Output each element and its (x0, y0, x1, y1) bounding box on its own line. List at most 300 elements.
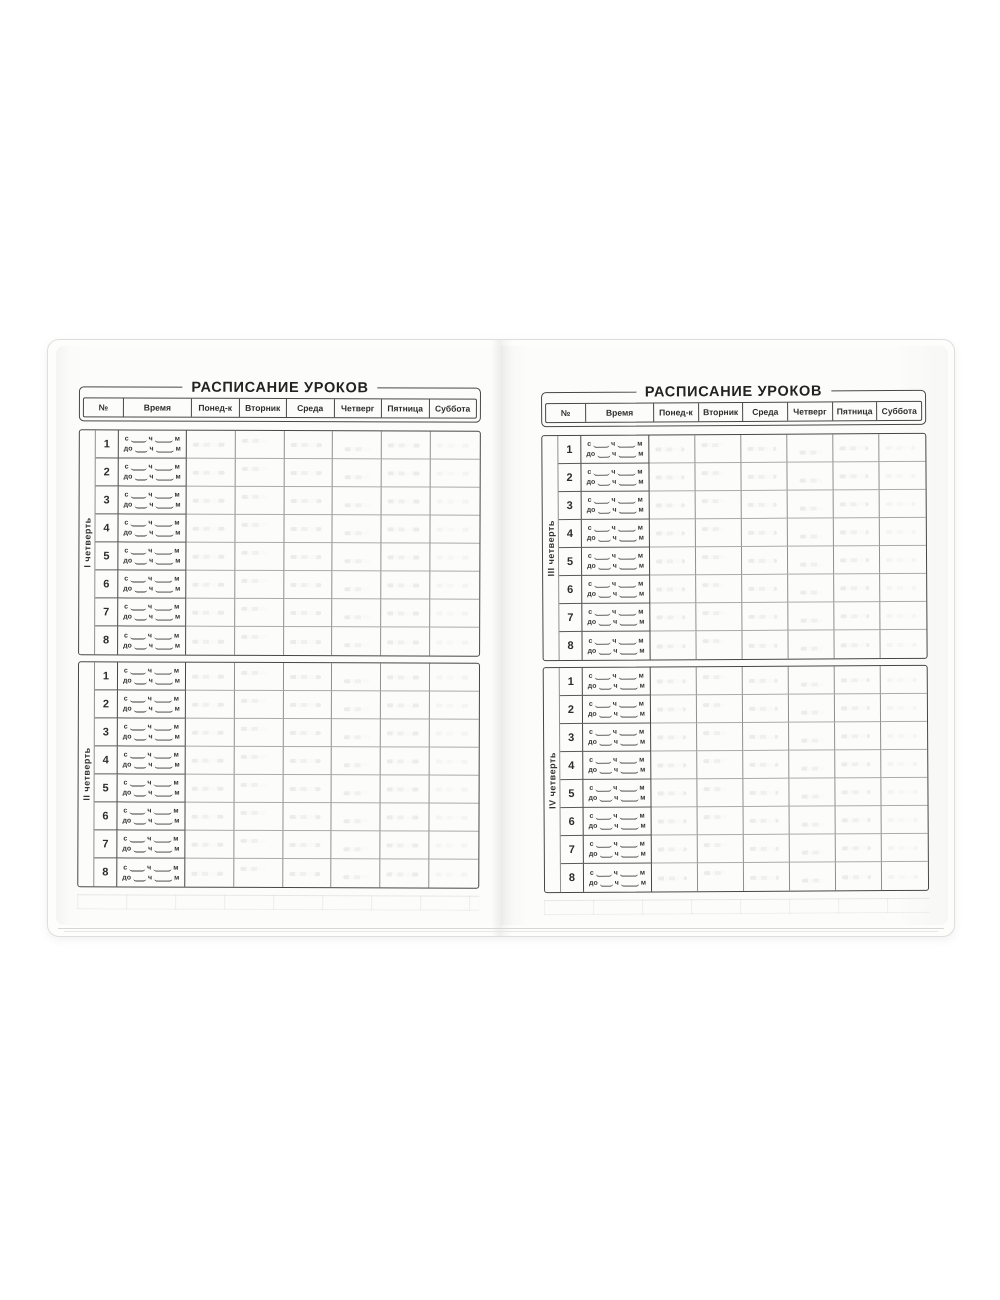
lesson-cell[interactable] (881, 666, 927, 694)
lesson-time-cell[interactable] (583, 780, 651, 808)
right-schedule-header (541, 383, 926, 427)
time-prefix-label: до (122, 873, 132, 881)
time-line (582, 497, 649, 504)
lesson-cell[interactable] (381, 803, 430, 831)
time-blank-line (134, 532, 147, 536)
lesson-cell[interactable] (234, 831, 283, 859)
lesson-time-cell[interactable] (582, 548, 650, 576)
minutes-label: м (638, 478, 644, 486)
time-blank-line (133, 736, 146, 740)
lesson-cell[interactable] (789, 750, 835, 778)
lesson-cell[interactable] (651, 751, 697, 779)
lesson-number-cell: 3 (560, 724, 583, 752)
lesson-cell[interactable] (650, 631, 696, 659)
time-prefix-label: до (122, 845, 132, 853)
lesson-cell[interactable] (696, 575, 742, 603)
time-line (584, 869, 651, 876)
lesson-cell[interactable] (651, 779, 697, 807)
time-blank-line (595, 676, 611, 680)
lesson-cell[interactable] (835, 778, 881, 806)
lesson-cell[interactable] (333, 571, 382, 599)
column-header-row (83, 397, 477, 418)
time-prefix-label: до (122, 677, 132, 685)
lesson-cell[interactable] (430, 776, 479, 804)
minutes-label: м (639, 710, 645, 718)
lesson-cell[interactable] (235, 571, 284, 599)
lesson-cell[interactable] (651, 723, 697, 751)
lesson-time-cell[interactable] (118, 514, 186, 542)
lesson-cell[interactable] (833, 462, 879, 490)
lesson-cell[interactable] (382, 459, 431, 487)
lesson-cell[interactable] (788, 518, 834, 546)
lesson-cell[interactable] (834, 574, 880, 602)
lesson-cell[interactable] (789, 694, 835, 722)
hours-label: ч (147, 695, 152, 703)
lesson-cell[interactable] (651, 695, 697, 723)
time-blank-line (155, 709, 173, 713)
hours-label: ч (613, 840, 618, 848)
minutes-label: м (175, 473, 181, 481)
time-blank-line (155, 737, 173, 741)
lesson-cell[interactable] (333, 431, 382, 459)
time-blank-line (155, 495, 173, 499)
lesson-time-cell[interactable] (583, 752, 651, 780)
lesson-cell[interactable] (381, 775, 430, 803)
center-fold (491, 340, 513, 936)
lesson-cell[interactable] (742, 631, 788, 659)
lesson-cell[interactable] (741, 463, 787, 491)
header-cell-saturday: Суббота (876, 402, 921, 420)
lesson-time-cell[interactable] (119, 430, 187, 458)
show-through-ghost (77, 894, 479, 910)
time-blank-line (620, 714, 638, 718)
lesson-cell[interactable] (186, 775, 235, 803)
lesson-cell[interactable] (788, 574, 834, 602)
lesson-cell[interactable] (381, 747, 430, 775)
lesson-cell[interactable] (650, 575, 696, 603)
lesson-cell[interactable] (431, 544, 480, 572)
lesson-cell[interactable] (880, 602, 926, 630)
time-prefix-label: до (123, 445, 133, 453)
lesson-cell[interactable] (834, 602, 880, 630)
lesson-time-cell[interactable] (582, 492, 650, 520)
time-prefix-label: с (589, 840, 594, 848)
lesson-cell[interactable] (650, 491, 696, 519)
lesson-time-cell[interactable] (582, 576, 650, 604)
lesson-cell[interactable] (332, 803, 381, 831)
quarter-block-3 (541, 433, 927, 661)
lesson-cell[interactable] (381, 691, 430, 719)
quarter-label: II четверть (81, 747, 92, 801)
time-blank-line (620, 770, 638, 774)
lesson-cell[interactable] (284, 663, 333, 691)
lesson-cell[interactable] (652, 835, 698, 863)
time-prefix-label: до (588, 879, 598, 887)
lesson-cell[interactable] (697, 695, 743, 723)
lesson-cell[interactable] (880, 630, 926, 658)
lesson-cell[interactable] (742, 519, 788, 547)
minutes-label: м (638, 672, 644, 680)
lesson-cell[interactable] (788, 602, 834, 630)
lesson-time-cell[interactable] (119, 458, 187, 486)
lesson-cell[interactable] (788, 630, 834, 658)
lesson-cell[interactable] (234, 747, 283, 775)
lesson-cell[interactable] (696, 631, 742, 659)
lesson-time-cell[interactable] (118, 774, 186, 802)
lesson-cell[interactable] (698, 807, 744, 835)
lesson-cell[interactable] (650, 603, 696, 631)
lesson-cell[interactable] (789, 722, 835, 750)
lesson-time-cell[interactable] (583, 696, 651, 724)
lesson-cell[interactable] (430, 748, 479, 776)
lesson-cell[interactable] (186, 627, 235, 655)
lesson-cell[interactable] (283, 803, 332, 831)
lesson-cell[interactable] (790, 862, 836, 890)
lesson-cell[interactable] (650, 547, 696, 575)
right-schedule-table (541, 383, 929, 915)
lesson-cell[interactable] (834, 630, 880, 658)
lesson-cell[interactable] (836, 834, 882, 862)
lesson-cell[interactable] (284, 459, 333, 487)
lesson-cell[interactable] (834, 490, 880, 518)
lesson-number-cell: 8 (95, 626, 118, 654)
lesson-cell[interactable] (697, 751, 743, 779)
lesson-cell[interactable] (744, 835, 790, 863)
lesson-number-cell: 2 (558, 464, 581, 492)
lesson-cell[interactable] (881, 750, 927, 778)
lesson-time-cell[interactable] (582, 604, 650, 632)
lesson-cell[interactable] (332, 719, 381, 747)
time-prefix-label: с (123, 695, 128, 703)
lesson-cell[interactable] (882, 862, 928, 890)
lesson-cell[interactable] (284, 571, 333, 599)
time-line (117, 845, 184, 852)
time-blank-line (599, 798, 612, 802)
lesson-cell[interactable] (695, 435, 741, 463)
lesson-time-cell[interactable] (584, 864, 652, 892)
lesson-cell[interactable] (696, 519, 742, 547)
lesson-time-cell[interactable] (118, 690, 186, 718)
time-line (581, 469, 648, 476)
lesson-cell[interactable] (284, 543, 333, 571)
hours-label: ч (148, 491, 153, 499)
lesson-cell[interactable] (283, 691, 332, 719)
lesson-cell[interactable] (744, 863, 790, 891)
lesson-number-cell: 3 (96, 486, 119, 514)
lesson-cell[interactable] (788, 546, 834, 574)
lesson-cell[interactable] (787, 462, 833, 490)
time-prefix-label: с (123, 779, 128, 787)
hours-label: ч (148, 677, 153, 685)
lesson-cell[interactable] (235, 663, 284, 691)
lesson-cell[interactable] (743, 751, 789, 779)
lesson-cell[interactable] (834, 546, 880, 574)
minutes-label: м (175, 585, 181, 593)
lesson-cell[interactable] (186, 663, 235, 691)
lesson-time-cell[interactable] (582, 632, 650, 660)
quarter-block-2 (77, 661, 480, 888)
lesson-cell[interactable] (835, 694, 881, 722)
lesson-cell[interactable] (236, 431, 285, 459)
lesson-cell[interactable] (836, 806, 882, 834)
lesson-cell[interactable] (431, 432, 480, 460)
lesson-cell[interactable] (741, 435, 787, 463)
lesson-time-cell[interactable] (118, 570, 186, 598)
lesson-cell[interactable] (185, 859, 234, 887)
lesson-cell[interactable] (652, 863, 698, 891)
minutes-label: м (637, 552, 644, 560)
lesson-cell[interactable] (430, 572, 479, 600)
hours-label: ч (613, 682, 618, 690)
lesson-cell[interactable] (185, 831, 234, 859)
lesson-time-cell[interactable] (584, 808, 652, 836)
lesson-cell[interactable] (283, 719, 332, 747)
lesson-cell[interactable] (697, 779, 743, 807)
minutes-label: м (637, 440, 643, 448)
lesson-cell[interactable] (332, 691, 381, 719)
lesson-cell[interactable] (332, 663, 381, 691)
lesson-cell[interactable] (787, 434, 833, 462)
lesson-cell[interactable] (698, 835, 744, 863)
lesson-cell[interactable] (880, 574, 926, 602)
lesson-cell[interactable] (332, 747, 381, 775)
lesson-cell[interactable] (652, 807, 698, 835)
lesson-time-cell[interactable] (581, 436, 649, 464)
lesson-cell[interactable] (382, 515, 431, 543)
lesson-cell[interactable] (235, 487, 284, 515)
lesson-number-cell: 1 (560, 668, 583, 696)
lesson-time-cell[interactable] (582, 520, 650, 548)
lesson-cell[interactable] (235, 515, 284, 543)
lesson-cell[interactable] (742, 575, 788, 603)
lesson-cell[interactable] (186, 747, 235, 775)
lesson-cell[interactable] (284, 599, 333, 627)
lesson-cell[interactable] (234, 803, 283, 831)
lesson-time-cell[interactable] (583, 724, 651, 752)
minutes-label: м (173, 695, 180, 703)
lesson-cell[interactable] (835, 666, 881, 694)
lesson-cell[interactable] (789, 778, 835, 806)
lesson-cell[interactable] (742, 491, 788, 519)
lesson-cell[interactable] (382, 543, 431, 571)
hours-label: ч (613, 869, 618, 877)
lesson-cell[interactable] (382, 571, 431, 599)
lesson-cell[interactable] (333, 627, 382, 655)
lesson-cell[interactable] (789, 666, 835, 694)
lesson-cell[interactable] (836, 862, 882, 890)
lesson-time-cell[interactable] (583, 668, 651, 696)
lesson-cell[interactable] (697, 667, 743, 695)
lesson-cell[interactable] (186, 515, 235, 543)
lesson-cell[interactable] (650, 519, 696, 547)
lesson-cell[interactable] (882, 834, 928, 862)
lesson-time-cell[interactable] (118, 626, 186, 654)
lesson-cell[interactable] (879, 462, 925, 490)
lesson-time-cell[interactable] (117, 802, 185, 830)
lesson-number-cell: 7 (95, 598, 118, 626)
lesson-cell[interactable] (284, 431, 333, 459)
lesson-cell[interactable] (881, 778, 927, 806)
lesson-cell[interactable] (234, 859, 283, 887)
lesson-cell[interactable] (743, 667, 789, 695)
lesson-cell[interactable] (743, 723, 789, 751)
lesson-time-cell[interactable] (584, 836, 652, 864)
lesson-cell[interactable] (381, 719, 430, 747)
lesson-cell[interactable] (381, 831, 430, 859)
hours-label: ч (611, 552, 616, 560)
lesson-cell[interactable] (381, 627, 430, 655)
time-blank-line (130, 550, 146, 554)
lesson-cell[interactable] (429, 860, 478, 888)
time-line (118, 761, 185, 768)
lesson-cell[interactable] (333, 599, 382, 627)
lesson-number-cell: 3 (559, 492, 582, 520)
lesson-cell[interactable] (651, 667, 697, 695)
lesson-cell[interactable] (283, 831, 332, 859)
time-blank-line (154, 821, 172, 825)
schedule-title: РАСПИСАНИЕ УРОКОВ (636, 383, 831, 400)
lesson-cell[interactable] (695, 463, 741, 491)
lesson-cell[interactable] (381, 859, 430, 887)
lesson-cell[interactable] (834, 518, 880, 546)
lesson-cell[interactable] (880, 518, 926, 546)
minutes-label: м (640, 822, 646, 830)
lesson-cell[interactable] (381, 599, 430, 627)
lesson-cell[interactable] (790, 806, 836, 834)
lesson-cell[interactable] (284, 515, 333, 543)
quarter-label: I четверть (81, 517, 93, 568)
time-blank-line (620, 844, 638, 848)
time-blank-line (131, 438, 147, 442)
lesson-cell[interactable] (333, 543, 382, 571)
lesson-cell[interactable] (283, 859, 332, 887)
lesson-cell[interactable] (649, 435, 695, 463)
lesson-cell[interactable] (696, 547, 742, 575)
lesson-cell[interactable] (430, 664, 479, 692)
lesson-cell[interactable] (333, 459, 382, 487)
lesson-cell[interactable] (185, 803, 234, 831)
lesson-cell[interactable] (235, 627, 284, 655)
lesson-cell[interactable] (332, 775, 381, 803)
lesson-cell[interactable] (696, 491, 742, 519)
lesson-cell[interactable] (284, 487, 333, 515)
left-schedule-table (77, 379, 481, 910)
lesson-cell[interactable] (881, 722, 927, 750)
time-blank-line (619, 760, 637, 764)
lesson-cell[interactable] (431, 460, 480, 488)
time-blank-line (597, 482, 610, 486)
lesson-time-cell[interactable] (118, 542, 186, 570)
lesson-time-cell[interactable] (581, 464, 649, 492)
time-blank-line (593, 444, 609, 448)
lesson-cell[interactable] (333, 487, 382, 515)
lesson-cell[interactable] (283, 747, 332, 775)
lesson-cell[interactable] (430, 628, 479, 656)
time-blank-line (134, 680, 147, 684)
lesson-cell[interactable] (790, 834, 836, 862)
lesson-cell[interactable] (187, 487, 236, 515)
time-line (582, 609, 649, 616)
time-prefix-label: с (123, 835, 128, 843)
lesson-cell[interactable] (187, 431, 236, 459)
lesson-cell[interactable] (698, 863, 744, 891)
lesson-cell[interactable] (235, 691, 284, 719)
lesson-cell[interactable] (381, 663, 430, 691)
lesson-time-cell[interactable] (118, 718, 186, 746)
lesson-cell[interactable] (186, 691, 235, 719)
lesson-cell[interactable] (235, 719, 284, 747)
minutes-label: м (638, 450, 644, 458)
lesson-cell[interactable] (382, 431, 431, 459)
lesson-time-cell[interactable] (118, 662, 186, 690)
lesson-cell[interactable] (788, 490, 834, 518)
lesson-cell[interactable] (430, 720, 479, 748)
lesson-time-cell[interactable] (118, 598, 186, 626)
minutes-label: м (640, 850, 646, 858)
lesson-cell[interactable] (835, 750, 881, 778)
time-prefix-label: до (586, 450, 596, 458)
lesson-cell[interactable] (284, 627, 333, 655)
lesson-cell[interactable] (880, 546, 926, 574)
hours-label: ч (148, 613, 154, 621)
lesson-cell[interactable] (332, 859, 381, 887)
lesson-cell[interactable] (333, 515, 382, 543)
lesson-cell[interactable] (382, 487, 431, 515)
lesson-cell[interactable] (235, 599, 284, 627)
lesson-cell[interactable] (235, 543, 284, 571)
lesson-cell[interactable] (186, 571, 235, 599)
lesson-cell[interactable] (430, 600, 479, 628)
lesson-cell[interactable] (696, 603, 742, 631)
lesson-cell[interactable] (835, 722, 881, 750)
lesson-cell[interactable] (186, 543, 235, 571)
lesson-cell[interactable] (186, 599, 235, 627)
lesson-cell[interactable] (743, 695, 789, 723)
lesson-cell[interactable] (430, 692, 479, 720)
lesson-cell[interactable] (332, 831, 381, 859)
lesson-time-cell[interactable] (118, 746, 186, 774)
lesson-time-cell[interactable] (119, 486, 187, 514)
lesson-cell[interactable] (882, 806, 928, 834)
lesson-cell[interactable] (744, 807, 790, 835)
lesson-cell[interactable] (879, 434, 925, 462)
header-cell-tuesday: Вторник (238, 399, 286, 417)
lesson-cell[interactable] (697, 723, 743, 751)
lesson-cell[interactable] (283, 775, 332, 803)
lesson-cell[interactable] (833, 434, 879, 462)
hours-label: ч (149, 557, 154, 565)
lesson-cell[interactable] (430, 832, 479, 860)
lesson-cell[interactable] (742, 603, 788, 631)
lesson-cell[interactable] (649, 463, 695, 491)
time-line (119, 445, 186, 452)
lesson-cell[interactable] (234, 775, 283, 803)
lesson-cell[interactable] (187, 459, 236, 487)
time-blank-line (619, 816, 637, 820)
lesson-cell[interactable] (235, 459, 284, 487)
lesson-cell[interactable] (880, 490, 926, 518)
lesson-cell[interactable] (431, 488, 480, 516)
lesson-time-cell[interactable] (117, 858, 185, 886)
lesson-cell[interactable] (186, 719, 235, 747)
lesson-cell[interactable] (430, 804, 479, 832)
lesson-cell[interactable] (431, 516, 480, 544)
time-blank-line (618, 612, 636, 616)
lesson-cell[interactable] (881, 694, 927, 722)
lesson-cell[interactable] (742, 547, 788, 575)
lesson-cell[interactable] (743, 779, 789, 807)
lesson-time-cell[interactable] (117, 830, 185, 858)
